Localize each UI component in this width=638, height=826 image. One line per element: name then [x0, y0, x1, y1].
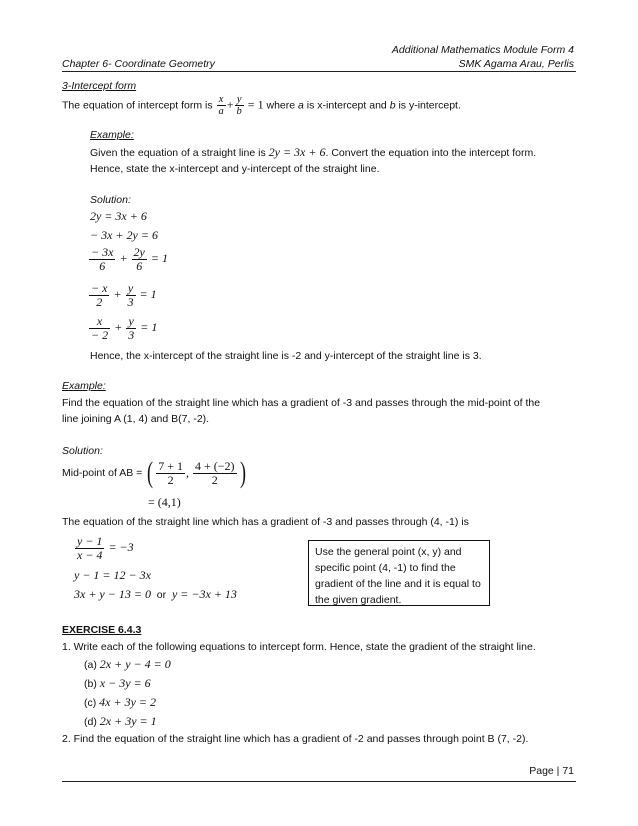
intro-fraction-x-a: $\frac{x}{a}$ — [218, 94, 224, 118]
exercise-title: EXERCISE 6.4.3 — [62, 624, 142, 636]
example1-step4: $\frac{- x}{2}$ + $\frac{y}{3}$ = 1 — [91, 281, 157, 309]
intro-b: b — [389, 99, 396, 112]
intro-text-4: is y-intercept. — [398, 99, 461, 112]
header-module-title: Additional Mathematics Module Form 4 — [391, 44, 574, 56]
example1-step2: − 3x + 2y = 6 — [90, 228, 158, 242]
example1-line1 — [90, 145, 536, 160]
example1-solution-label: Solution: — [90, 194, 131, 206]
exercise-q1: 1. Write each of the following equations to intercept form. Hence, state the gradient of the straight line. — [62, 641, 536, 653]
example2-step1: $\frac{y - 1}{x - 4}$ = −3 — [77, 534, 134, 562]
intro-fraction-y-b: $\frac{y}{b}$ — [236, 94, 242, 118]
intro-text: The equation of intercept form is — [62, 99, 213, 112]
example1-conclusion: Hence, the x-intercept of the straight line is -2 and y-intercept of the straight line is 3. — [90, 350, 482, 362]
example1-line1-text: Given the equation of a straight line is — [90, 147, 266, 159]
example2-step3 — [74, 587, 237, 602]
step3-form-b: y = −3x + 13 — [171, 587, 237, 601]
header-school: SMK Agama Arau, Perlis — [458, 58, 574, 70]
example2-line2: line joining A (1, 4) and B(7, -2). — [62, 413, 210, 425]
example2-label: Example: — [62, 380, 106, 392]
footer-rule — [62, 781, 576, 782]
exercise-part-b: (b) x − 3y = 6 — [84, 676, 151, 690]
exercise-part-d: (d) 2x + 3y = 1 — [84, 714, 157, 728]
section-title: 3-Intercept form — [62, 80, 137, 92]
header-rule — [62, 71, 576, 72]
example1-step5: $\frac{x}{- 2}$ + $\frac{y}{3}$ = 1 — [91, 314, 158, 342]
example2-midpoint-result: = (4,1) — [148, 495, 181, 509]
intro-line: The equation of intercept form is $\frac{x}{a}$ + $\frac{y}{b}$ = 1 where a is x-intercept and b is y-intercept. — [62, 94, 461, 118]
header-chapter: Chapter 6- Coordinate Geometry — [62, 58, 215, 70]
intro-text-3: is x-intercept and — [306, 99, 387, 112]
example1-label: Example: — [90, 129, 134, 141]
example1-equation: 2y = 3x + 6 — [268, 145, 326, 159]
example1-step1: 2y = 3x + 6 — [90, 209, 147, 223]
example1-line2: Hence, state the x-intercept and y-intercept of the straight line. — [90, 163, 380, 175]
intro-a: a — [298, 99, 304, 112]
example2-solution-label: Solution: — [62, 445, 103, 457]
example2-midpoint: Mid-point of AB = ( $\frac{7 + 1}{2}$ , $\frac{4 + (-2)}{2}$ ) — [62, 456, 246, 489]
exercise-part-a: (a) 2x + y − 4 = 0 — [84, 657, 171, 671]
note-box: Use the general point (x, y) and specific point (4, -1) to find the gradient of the line and it is equal to the given gradient. — [308, 540, 490, 606]
example1-step3: $\frac{- 3x}{6}$ + $\frac{2y}{6}$ = 1 — [91, 245, 168, 273]
example2-step2: y − 1 = 12 − 3x — [74, 568, 151, 582]
intro-text-2: where — [266, 99, 296, 112]
example2-equation-line: The equation of the straight line which has a gradient of -3 and passes through (4, -1) is — [62, 516, 469, 528]
page-number: Page | 71 — [529, 765, 574, 777]
exercise-part-c: (c) 4x + 3y = 2 — [84, 695, 157, 709]
example2-line1: Find the equation of the straight line which has a gradient of -3 and passes through the mid-point of the — [62, 397, 541, 409]
exercise-q2: 2. Find the equation of the straight line which has a gradient of -2 and passes through point B (7, -2). — [62, 733, 529, 745]
step3-form-a: 3x + y − 13 = 0 — [74, 587, 151, 601]
example1-line1-post: . Convert the equation into the intercept form. — [325, 147, 537, 159]
midpoint-label: Mid-point of AB = — [62, 467, 143, 479]
step3-or: or — [156, 589, 167, 601]
